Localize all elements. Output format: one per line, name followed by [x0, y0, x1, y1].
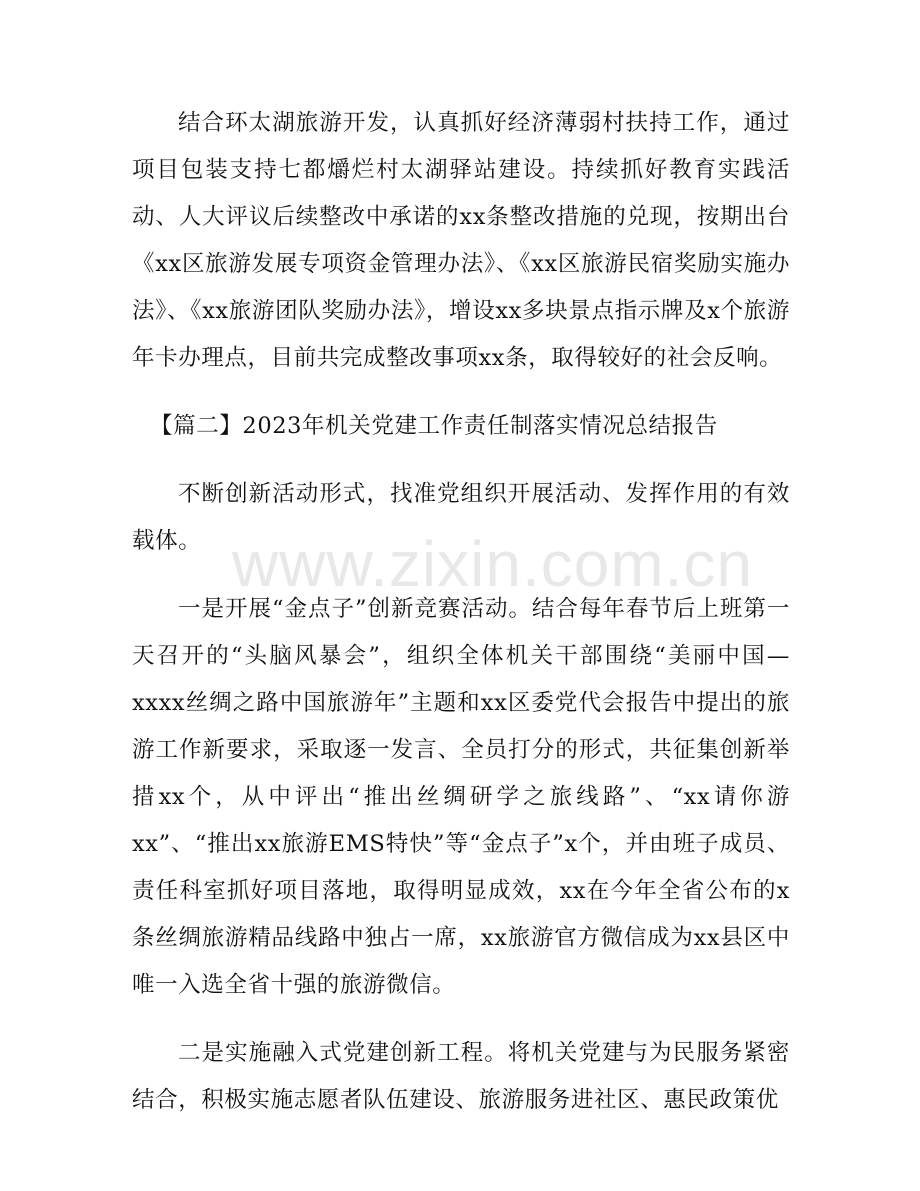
paragraph-tourism-development: 结合环太湖旅游开发，认真抓好经济薄弱村扶持工作，通过项目包装支持七都爝烂村太湖驿站建设。持续抓好教育实践活动、人大评议后续整改中承诺的xx条整改措施的兑现，按期出台《xx区旅游发展专项资金管理办法》、《xx区旅游民宿奖励实施办法》、《xx旅游团队奖励办法》，增设xx多块景点指示牌及x个旅游年卡办理点，目前共完成整改事项xx条，取得较好的社会反响。 [132, 110, 790, 371]
watermark: www.zixin.com.cn [232, 528, 753, 600]
paragraph-integrated-party-building: 二是实施融入式党建创新工程。将机关党建与为民服务紧密结合，积极实施志愿者队伍建设、旅游服务进社区、惠民政策优 [132, 1040, 790, 1113]
paragraph-golden-idea: 一是开展“金点子”创新竞赛活动。结合每年春节后上班第一天召开的“头脑风暴会”，组织全体机关干部围绕“美丽中国—xxxx丝绸之路中国旅游年”主题和xx区委党代会报告中提出的旅游工作新要求，采取逐一发言、全员打分的形式，共征集创新举措xx个，从中评出“推出丝绸研学之旅线路”、“xx请你游xx”、“推出xx旅游EMS特快”等“金点子”x个，并由班子成员、责任科室抓好项目落地，取得明显成效，xx在今年全省公布的x条丝绸旅游精品线路中独占一席，xx旅游官方微信成为xx县区中唯一入选全省十强的旅游微信。 [132, 596, 790, 998]
section-heading: 【篇二】2023年机关党建工作责任制落实情况总结报告 [150, 413, 718, 439]
document-page [132, 100, 790, 1124]
paragraph-innovation-intro: 不断创新活动形式，找准党组织开展活动、发挥作用的有效载体。 [132, 481, 790, 554]
